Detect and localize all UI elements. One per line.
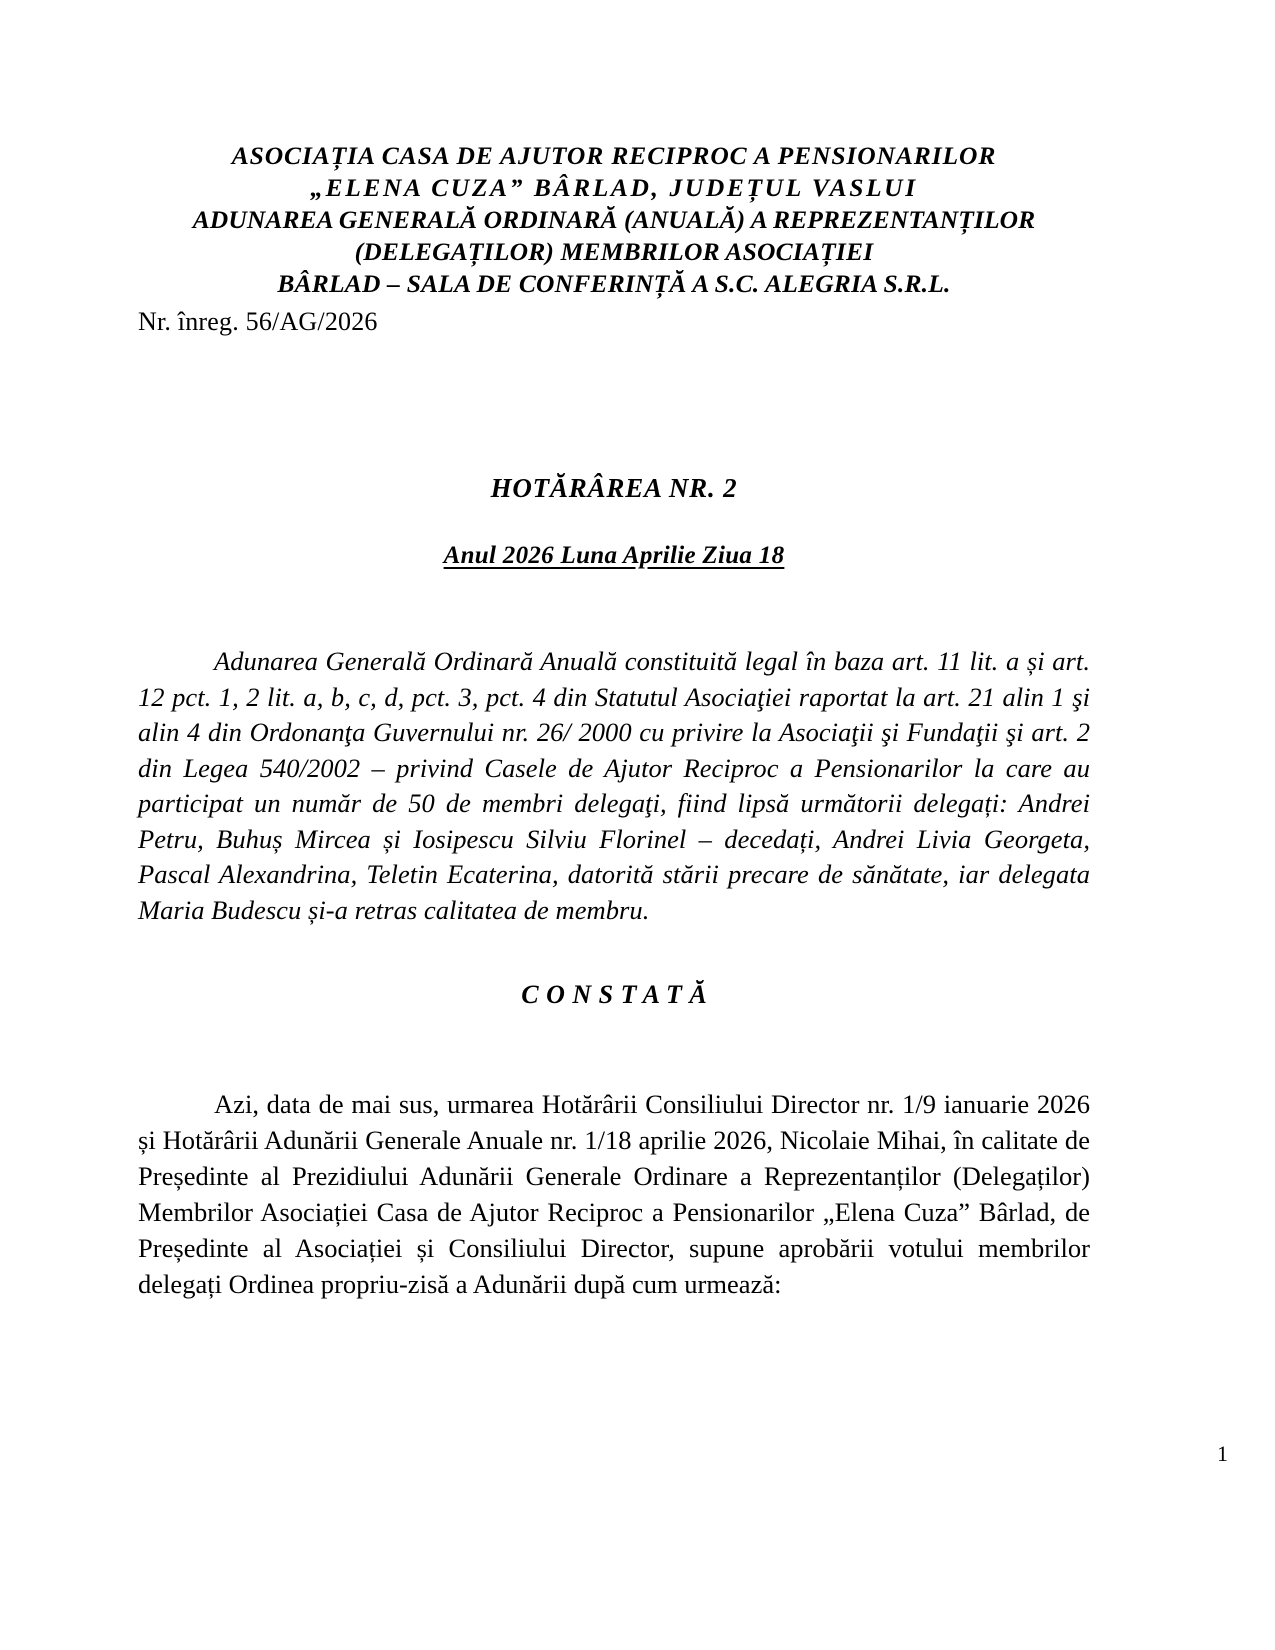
document-content <box>138 0 1090 1302</box>
header-line-assembly: ADUNAREA GENERALĂ ORDINARĂ (ANUALĂ) A REPREZENTANȚILOR <box>192 205 1036 234</box>
decision-title: HOTĂRÂREA NR. 2 <box>490 473 738 503</box>
document-header <box>138 140 1090 338</box>
page-number: 1 <box>1217 1441 1228 1466</box>
header-line-organization: ASOCIAȚIA CASA DE AJUTOR RECIPROC A PENSIONARILOR <box>231 141 997 170</box>
header-line-branch: „ELENA CUZA” BÂRLAD, JUDEȚUL VASLUI <box>310 173 918 202</box>
paragraph-legal-basis: Adunarea Generală Ordinară Anuală constituită legal în baza art. 11 lit. a și art. 12 pct. 1, 2 lit. a, b, c, d, pct. 3, pct. 4 din Statutul Asociaţiei raportat la art. 21 alin 1 şi alin 4 din Ordonanţa Guvernului nr. 26/ 2000 cu privire la Asociaţii şi Fundaţii şi art. 2 din Legea 540/2002 – privind Casele de Ajutor Reciproc a Pensionarilor la care au participat un număr de 50 de membri delegaţi, fiind lipsă următorii delegați: Andrei Petru, Buhuș Mircea și Iosipescu Silviu Florinel – decedați, Andrei Livia Georgeta, Pascal Alexandrina, Teletin Ecaterina, datorită stării precare de sănătate, iar delegata Maria Budescu și-a retras calitatea de membru. <box>138 646 1090 925</box>
registration-number: Nr. înreg. 56/AG/2026 <box>138 307 378 336</box>
paragraph-agenda-intro: Azi, data de mai sus, urmarea Hotărârii Consiliului Director nr. 1/9 ianuarie 2026 și Hotărârii Adunării Generale Anuale nr. 1/18 aprilie 2026, Nicolaie Mihai, în calitate de Președinte al Prezidiului Adunării Generale Ordinare a Reprezentanților (Delegaților) Membrilor Asociației Casa de Ajutor Reciproc a Pensionarilor „Elena Cuza” Bârlad, de Președinte al Asociației și Consiliului Director, supune aprobării votului membrilor delegați Ordinea propriu-zisă a Adunării după cum urmează: <box>138 1089 1090 1299</box>
decision-date: Anul 2026 Luna Aprilie Ziua 18 <box>443 542 785 569</box>
constata-heading: CONSTATĂ <box>521 980 715 1009</box>
header-line-venue: BÂRLAD – SALA DE CONFERINȚĂ A S.C. ALEGRIA S.R.L. <box>277 269 951 298</box>
header-line-delegates: (DELEGAȚILOR) MEMBRILOR ASOCIAȚIEI <box>354 237 874 266</box>
